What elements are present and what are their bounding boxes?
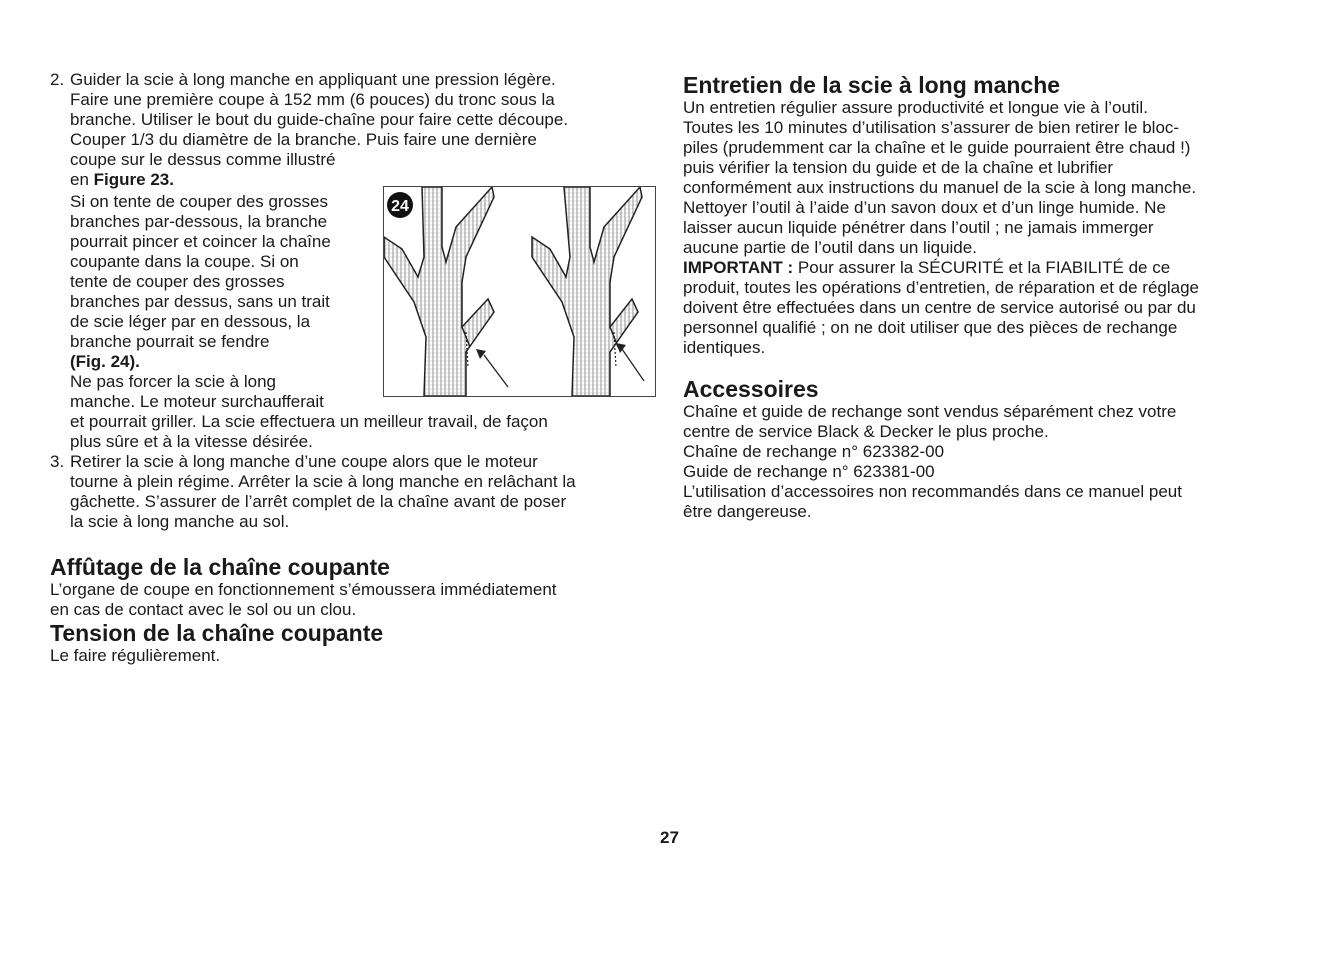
text-line: Si on tente de couper des grosses <box>70 192 328 211</box>
text-line: tente de couper des grosses <box>70 272 285 291</box>
text-line: L’utilisation d’accessoires non recommandés dans ce manuel peut <box>683 482 1182 501</box>
figure-badge-number: 24 <box>391 198 409 215</box>
text-line: la scie à long manche au sol. <box>70 512 290 531</box>
tree-right <box>532 187 644 396</box>
section-heading-sharpening: Affûtage de la chaîne coupante <box>50 554 390 580</box>
right-column <box>683 72 1283 522</box>
figure-24 <box>383 186 656 397</box>
text-line: Retirer la scie à long manche d’une coupe alors que le moteur <box>70 452 538 471</box>
text-line: produit, toutes les opérations d’entretien, de réparation et de réglage <box>683 278 1200 297</box>
text-line: L’organe de coupe en fonctionnement s’émoussera immédiatement <box>50 580 557 599</box>
text-line: Guider la scie à long manche en appliquant une pression légère. <box>70 70 556 89</box>
text-line: Ne pas forcer la scie à long <box>70 372 276 391</box>
text-line: laisser aucun liquide pénétrer dans l’outil ; ne jamais immerger <box>683 218 1154 237</box>
text-line: gâchette. S’assurer de l’arrêt complet de la chaîne avant de poser <box>70 492 567 511</box>
step-number: 3. <box>50 452 65 471</box>
text-line: Faire une première coupe à 152 mm (6 pouces) du tronc sous la <box>70 90 555 109</box>
text-line: manche. Le moteur surchaufferait <box>70 392 324 411</box>
text-line: et pourrait griller. La scie effectuera un meilleur travail, de façon <box>70 412 548 431</box>
text-line: aucune partie de l’outil dans un liquide. <box>683 238 977 257</box>
text-line: coupante dans la coupe. Si on <box>70 252 299 271</box>
text-line: Chaîne et guide de rechange sont vendus séparément chez votre <box>683 402 1177 421</box>
text-line: piles (prudemment car la chaîne et le guide pourraient être chaud !) <box>683 138 1191 157</box>
text-line: branches par dessus, sans un trait <box>70 292 330 311</box>
tree-left <box>384 187 508 396</box>
text-line: pourrait pincer et coincer la chaîne <box>70 232 331 251</box>
text-line: en cas de contact avec le sol ou un clou. <box>50 600 357 619</box>
section-heading-accessories: Accessoires <box>683 376 819 402</box>
text-line: coupe sur le dessus comme illustré <box>70 150 336 169</box>
figure-reference: Figure 23. <box>93 170 174 189</box>
text-line: être dangereuse. <box>683 502 812 521</box>
text-line: conformément aux instructions du manuel de la scie à long manche. <box>683 178 1197 197</box>
text-line: plus sûre et à la vitesse désirée. <box>70 432 313 451</box>
text-line: Guide de rechange n° 623381-00 <box>683 462 935 481</box>
text-line: tourne à plein régime. Arrêter la scie à long manche en relâchant la <box>70 472 576 491</box>
text-line: identiques. <box>683 338 766 357</box>
text-line: Nettoyer l’outil à l’aide d’un savon doux et d’un linge humide. Ne <box>683 198 1166 217</box>
text-line: puis vérifier la tension du guide et de la chaîne et lubrifier <box>683 158 1113 177</box>
step-number: 2. <box>50 70 65 89</box>
text-line: doivent être effectuées dans un centre de service autorisé ou par du <box>683 298 1196 317</box>
text-line: branche pourrait se fendre <box>70 332 270 351</box>
important-line: IMPORTANT : Pour assurer la SÉCURITÉ et la FIABILITÉ de ce <box>683 258 1171 277</box>
text-line: en Figure 23. <box>70 170 174 189</box>
text-line: branches par-dessous, la branche <box>70 212 328 231</box>
text-line: Couper 1/3 du diamètre de la branche. Puis faire une dernière <box>70 130 537 149</box>
text-line: Un entretien régulier assure productivité et longue vie à l’outil. <box>683 98 1148 117</box>
section-heading-tension: Tension de la chaîne coupante <box>50 620 384 646</box>
text-line: centre de service Black & Decker le plus proche. <box>683 422 1049 441</box>
figure-reference: (Fig. 24). <box>70 352 140 371</box>
page-number: 27 <box>660 828 679 847</box>
text-line: Chaîne de rechange n° 623382-00 <box>683 442 945 461</box>
text-line: branche. Utiliser le bout du guide-chaîne pour faire cette découpe. <box>70 110 569 129</box>
important-label: IMPORTANT : <box>683 258 794 277</box>
pinch-warning <box>70 192 395 412</box>
text-line: Le faire régulièrement. <box>50 646 221 665</box>
text-line: personnel qualifié ; on ne doit utiliser que des pièces de rechange <box>683 318 1178 337</box>
text-line: de scie léger par en dessous, la <box>70 312 311 331</box>
step-3 <box>50 452 660 532</box>
section-heading-maintenance: Entretien de la scie à long manche <box>683 72 1061 98</box>
tree-branch-illustration <box>384 187 655 396</box>
text-line: Toutes les 10 minutes d’utilisation s’assurer de bien retirer le bloc- <box>683 118 1180 137</box>
